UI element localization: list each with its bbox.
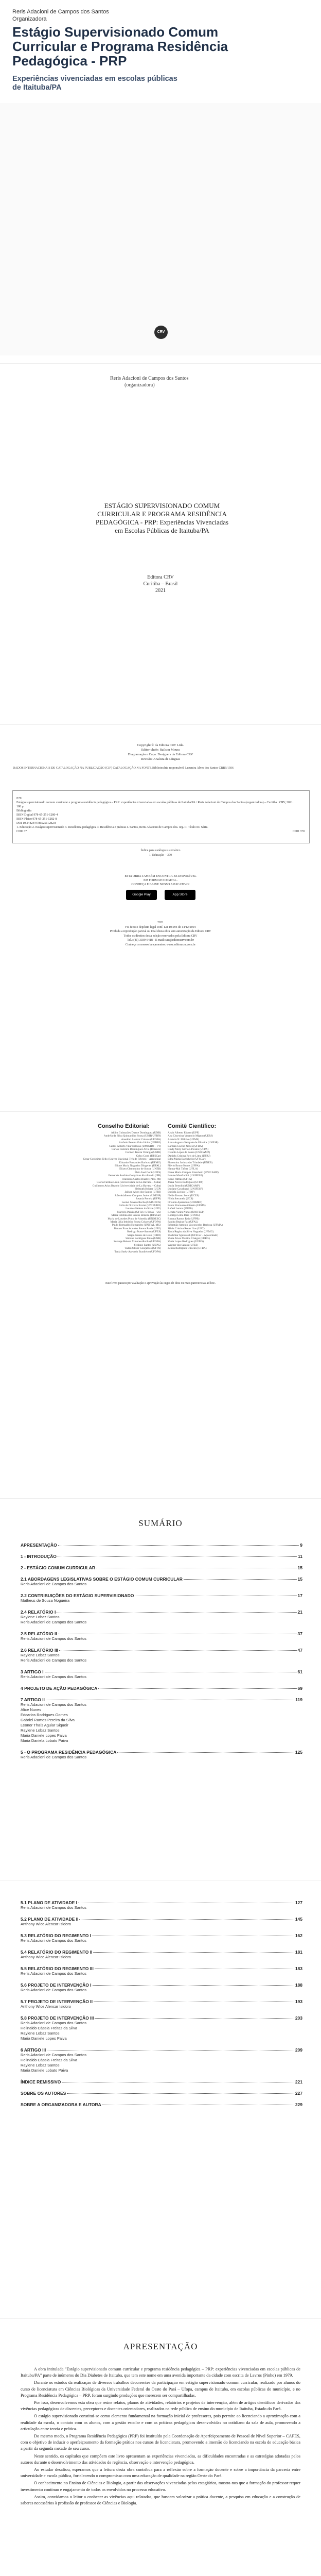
copyright-line: Copyright © da Editora CRV Ltda. — [137, 743, 184, 747]
toc-entry-page: 127 — [295, 1900, 302, 1905]
editorial-member: Aldira Guimarães Duarte Domínguez (UNB) — [111, 1131, 161, 1134]
cataloging-doi: DOI 10.24824/978652511282.8 — [16, 822, 56, 825]
scientific-member: Flávio Bruno Nunes (UFPA) — [168, 1164, 200, 1168]
copyright-line: Diagramação e Capa: Designers da Editora CRV — [128, 753, 193, 756]
cataloging-bib: Bibliografia — [16, 809, 31, 812]
scientific-member: Cláudia Lopes de Souza (UNICAMP) — [168, 1151, 210, 1155]
copyright-line: Editor-chefe: Railson Moura — [141, 748, 180, 752]
copyright-page — [0, 724, 321, 1111]
editorial-member: Renato Francisco dos Santos Paula (UFG) — [114, 1227, 161, 1230]
app-store-badge[interactable]: App Store — [165, 890, 195, 900]
toc-entry-author: Anthony Wice Alencar Isidoro — [21, 1955, 71, 1959]
toc-entry-row — [21, 1917, 302, 1922]
toc-entry-row — [21, 1950, 302, 1955]
toc-entry-title: 2.4 RELATÓRIO I — [21, 1609, 56, 1615]
copyright-head — [0, 743, 321, 761]
toc-entry[interactable] — [21, 2015, 302, 2041]
toc-entry-author: Helinaldo Cássia Freitas da Silva — [21, 2058, 78, 2062]
catalog-index-title: Índice para catálogo sistemático — [140, 849, 181, 852]
toc-leader-dots — [57, 1612, 296, 1613]
google-play-badge[interactable]: Google Play — [126, 890, 157, 900]
toc-entry-page: 229 — [295, 2102, 302, 2107]
toc-entry-title: 2.1 ABORDAGENS LEGISLATIVAS SOBRE O ESTÁGIO COMUM CURRICULAR — [21, 1577, 183, 1582]
rights-year: 2021 — [157, 921, 164, 924]
toc-entry[interactable] — [21, 1669, 302, 1680]
scientific-member: Anna Augusta Sampaio de Oliveira (UNESP) — [168, 1141, 219, 1145]
presentation-paragraph: Durante os estudos da realização de diversos trabalhos decorrentes da participação em estágio supervisionado comum curricular, realizado por alunos do curso de licenciatura em Ciências Biológicas da Universidade Federal do Oeste do Pará – Ufopa, campus de Itaituba, em escolas públicas do município, e no Programa Residência Pedagógica – PRP, foram surgindo produções que merecem ser compartilhadas. — [21, 2380, 300, 2398]
toc-entry-title: 5.4 RELATÓRIO DO REGIMENTO II — [21, 1950, 93, 1955]
editorial-member: Rodrigo Pratte-Santos (UFES) — [127, 1230, 161, 1234]
scientific-committee-list — [168, 1131, 296, 1250]
scientific-member: Daniela Cristina Reis de Lima (UFRJ) — [168, 1154, 210, 1158]
scientific-member: Ivanise Monfredini (UNIFESP) — [168, 1174, 203, 1178]
cover-background — [0, 103, 321, 355]
availability-line: CONHEÇA E BAIXE NOSSO APLICATIVO! — [131, 883, 190, 886]
toc-entry-author: Reris Adacioni de Campos dos Santos — [21, 1755, 86, 1759]
editorial-member: Marcelo Paixão (UFRJ e UTexas – US) — [117, 1210, 161, 1214]
toc-entry-page: 11 — [298, 1554, 302, 1559]
toc-entry-row — [21, 1750, 302, 1755]
presentation-paragraph: Do mesmo modo, o Programa Residência Pedagógica (PRP) foi instituído pela Coordenação de Aperfeiçoamento de Pessoal de Nível Superior – CAPES, com o objetivo de induzir o aperfeiçoamento da formação prática nos cursos de licenciatura, promovendo a imersão do licenciando na escola de educação básica a partir da segunda metade de seu curso. — [21, 2434, 300, 2451]
editorial-member: Elione Maria Nogueira Diogenes (UFAL) — [114, 1164, 161, 1168]
toc-entry-row — [21, 2015, 302, 2021]
toc-entry-author: Raylene Lobaz Santos — [21, 2063, 60, 2067]
toc-leader-dots — [59, 1650, 296, 1651]
toc-entry-page: 69 — [297, 1686, 302, 1691]
scientific-member: Zenita Rodrigues Oliveira (UFBA) — [168, 1247, 207, 1250]
catalog-index — [0, 849, 321, 857]
scientific-member: Vania Lopes Rodrigues (UFMS) — [168, 1240, 204, 1244]
catalog-index-entry: 1. Educação – 370 — [149, 853, 172, 857]
toc-entry-title: 6 ARTIGO III — [21, 2047, 46, 2053]
summary-title: SUMÁRIO — [138, 1518, 183, 1528]
toc-entry-row — [21, 1982, 302, 1988]
toc-entry-row — [21, 2091, 302, 2096]
cover-author-role: Organizadora — [12, 16, 47, 22]
toc-entry-title: 2.6 RELATÓRIO III — [21, 1648, 59, 1653]
toc-leader-dots — [58, 1556, 297, 1557]
rights-line: Todos os direitos desta edição reservados pela Editora CRV — [123, 934, 198, 938]
toc-leader-dots — [98, 1688, 296, 1689]
scientific-member: Ana Chrystina Venancio Mignot (UERJ) — [168, 1134, 213, 1138]
toc-entry-page: 227 — [295, 2091, 302, 2096]
editorial-member: Gloria Fariñas León (Universidade de La Havana – Cuba) — [96, 1181, 161, 1184]
editorial-member: Solange Helena Ximenes-Rocha (UFOPA) — [113, 1240, 161, 1244]
scientific-member: Luciane Cavalcanti (UNIFESP) — [168, 1187, 203, 1191]
toc-entry-title: 2 - ESTÁGIO COMUM CURRICULAR — [21, 1565, 95, 1570]
editorial-member: Maria Cristina dos Santos Bezerra (UFSCar) — [111, 1214, 161, 1217]
toc-entry-author: Reris Adacioni de Campos dos Santos — [21, 1620, 86, 1624]
editorial-member: Sérgio Nunes de Jesus (IFRO) — [127, 1233, 161, 1237]
toc-entry-row — [21, 1686, 302, 1691]
toc-entry-page: 17 — [297, 1593, 302, 1598]
editorial-member: Guillermo Arias Beatón (Universidade de La Havana – Cuba) — [92, 1184, 161, 1188]
toc-entry-author: Reris Adacioni de Campos dos Santos — [21, 1702, 86, 1707]
toc-entry[interactable] — [21, 2079, 302, 2084]
toc-entry-page: 61 — [297, 1669, 302, 1674]
toc-entry[interactable] — [21, 1543, 302, 1548]
toc-entry-author: Reris Adacioni de Campos dos Santos — [21, 1674, 86, 1679]
toc-entry-author: Maria Daniele Lopes Paiva — [21, 1733, 67, 1738]
toc-entry[interactable] — [21, 2047, 302, 2073]
rights-line: Foi feito o depósito legal conf. Lei 10.994 de 14/12/2004 — [125, 925, 196, 929]
presentation-paragraph: O estágio supervisionado constitui-se como elemento fundamental na formação inicial de professores, pois permite ao licenciando a aproximação com a realidade da escola, o contato com os alunos, com a gestão escolar e com as práticas pedagógicas desenvolvidas no cotidiano da sala de aula, promovendo a articulação entre teoria e prática. — [21, 2414, 300, 2431]
toc-entry-author: Reris Adacioni de Campos dos Santos — [21, 1938, 86, 1943]
scientific-member: Edna Maria Barrichello (UFSCar) — [168, 1158, 206, 1161]
presentation-section — [0, 2318, 321, 2576]
cover-authors — [12, 8, 109, 23]
toc-entry-row — [21, 1648, 302, 1653]
toc-entry[interactable] — [21, 1577, 302, 1587]
toc-leader-dots — [117, 1752, 294, 1753]
toc-entry-author: Maria Daniele Lopes Paiva — [21, 2036, 67, 2041]
toc-leader-dots — [67, 2093, 294, 2094]
scientific-member: Nilda Stecanela (UCS) — [168, 1197, 193, 1201]
toc-entry-row — [21, 2047, 302, 2053]
toc-leader-dots — [184, 1579, 297, 1580]
editorial-member: Sydione Santos (UEPG) — [134, 1243, 161, 1247]
toc-entry-title: 5.6 PROJETO DE INTERVENÇÃO I — [21, 1982, 92, 1988]
editorial-member: Tadeu Oliver Gonçalves (UFPA) — [124, 1247, 161, 1250]
cover-author-name: Reris Adacioni de Campos dos Santos — [12, 9, 109, 15]
toc-entry[interactable] — [21, 2091, 302, 2096]
toc-entry-row — [21, 1565, 302, 1570]
cataloging-pages: 108 p. — [16, 805, 24, 808]
editorial-member: Eduardo Fernandes Barbosa (UFMG) — [119, 1161, 161, 1164]
toc-list-continued — [21, 1900, 302, 2113]
toc-entry[interactable] — [21, 1631, 302, 1641]
editorial-member: Jailson Alves dos Santos (UFRJ) — [124, 1191, 161, 1194]
editorial-member: Francisco Carlos Duarte (PUC-PR) — [121, 1177, 161, 1181]
editorial-member: Celso Conti (UFSCar) — [136, 1154, 161, 1158]
toc-entry[interactable] — [21, 2102, 302, 2107]
scientific-member: Orlando Aparecido (UNIMEP) — [168, 1200, 202, 1204]
toc-entry-author: Anthony Wice Alencar Isidoro — [21, 1922, 71, 1926]
toc-entry-page: 209 — [295, 2047, 302, 2053]
toc-entry[interactable] — [21, 1982, 302, 1993]
editorial-member: Paulo Romualdo Hernandes (UNIFAL-MG) — [112, 1224, 161, 1227]
toc-entry-page: 47 — [297, 1648, 302, 1653]
cataloging-subjects: 1. Educação 2. Estágio supervisionado 3. Residência pedagógica 4. Residência e práticas I. Santos, Reris Adacioni de Campos dos. org. II. Título III. Série. — [16, 826, 208, 829]
editorial-member: Simone Rodrigues Pinto (UNB) — [125, 1237, 161, 1240]
editorial-member: Élsio José Corá (UFFS) — [134, 1171, 161, 1174]
scientific-member: Florentina Jacinta das Trindade (UNEB) — [168, 1161, 213, 1164]
editorial-member: Fernando Antônio Gonçalves Alcoforado (IPB) — [108, 1174, 161, 1178]
publisher-name: Editora CRV — [147, 574, 174, 580]
scientific-member: Hanna-Mal Tafner (UFLA) — [168, 1167, 198, 1171]
toc-entry-row — [21, 1966, 302, 1971]
toc-entry-author: Reris Adacioni de Campos dos Santos — [21, 1988, 86, 1992]
editorial-council-title: Conselho Editorial: — [98, 1123, 150, 1129]
toc-entry-title: 5.1 PLANO DE ATIVIDADE I — [21, 1900, 78, 1905]
title-page-publisher — [0, 574, 321, 594]
toc-entry-title: SOBRE A ORGANIZADORA E AUTORA — [21, 2102, 101, 2107]
toc-leader-dots — [93, 1952, 294, 1953]
editorial-member: Lídia de Oliveira Xavier (UNIEURO) — [118, 1204, 161, 1207]
editorial-member: Josania Portela (UFPI) — [135, 1197, 161, 1201]
toc-entry-title: 2.2 CONTRIBUIÇÕES DO ESTÁGIO SUPERVISIONADO — [21, 1593, 134, 1598]
toc-entry-page: 37 — [297, 1631, 302, 1636]
toc-entry-title: 3 ARTIGO I — [21, 1669, 44, 1674]
cataloging-isbn-fisico: ISBN Físico 978-65-251-1282-8 — [16, 818, 57, 821]
toc-entry[interactable] — [21, 1950, 302, 1960]
toc-entry-author: Maria Daniele Lobato Paiva — [21, 2068, 68, 2073]
editorial-member: Carmen Tereza Velanga (UNIR) — [125, 1151, 161, 1155]
rights-website: Conheça os nossos lançamentos: www.editoracrv.com.br — [125, 943, 196, 946]
availability-line: EM FORMATO DIGITAL. — [144, 879, 177, 882]
editorial-member: Elizeu Clementino de Souza (UNEB) — [119, 1167, 161, 1171]
toc-entry-row — [21, 1577, 302, 1582]
editorial-member: Antônio Pereira Gaio Júnior (UFRRJ) — [118, 1141, 161, 1145]
toc-entry-row — [21, 1554, 302, 1559]
toc-leader-dots — [93, 1985, 294, 1986]
scientific-committee-title: Comitê Científico: — [168, 1123, 217, 1129]
editorial-member: Helmuth Krüger (UCP) — [135, 1187, 161, 1191]
peer-review-note: Este livro passou por avaliação e aprovação às cegas de dois ou mais pareceristas ad hoc. — [105, 1282, 216, 1285]
toc-entry-row — [21, 1697, 302, 1702]
toc-entry-page: 162 — [295, 1933, 302, 1938]
toc-entry-title: 2.5 RELATÓRIO II — [21, 1631, 57, 1636]
publisher-city: Curitiba – Brasil — [143, 581, 178, 587]
scientific-member: Iliana Maria Campos Bianchetti (UNICAMP) — [168, 1171, 219, 1174]
toc-entry-author: Leonor Thaís Aguiar Siqueir — [21, 1723, 68, 1727]
toc-entry-author: Edcarlos Rodrigues Gomes — [21, 1713, 68, 1717]
title-page-authors — [110, 375, 189, 388]
toc-entry-page: 145 — [295, 1917, 302, 1922]
table-of-contents-continued — [0, 1880, 321, 2318]
scientific-member: Sebastião Antonio Vasconcelos Barbosa (UFMA) — [168, 1224, 223, 1227]
toc-entry-row — [21, 1669, 302, 1674]
toc-entry-page: 203 — [295, 2015, 302, 2021]
toc-entry-author: Gabriel Ramos Pereira da Silva — [21, 1718, 75, 1722]
toc-entry-author: Anthony Wice Alencar Isidoro — [21, 2004, 71, 2009]
toc-entry-page: 188 — [295, 1982, 302, 1988]
toc-entry-title: ÍNDICE REMISSIVO — [21, 2079, 61, 2084]
toc-entry-author: Reris Adacioni de Campos dos Santos — [21, 1582, 86, 1586]
title-page — [0, 363, 321, 724]
publisher-year: 2021 — [155, 588, 166, 594]
scientific-member: Paulo Fioravante Giareta (UFMS) — [168, 1204, 206, 1207]
toc-list — [21, 1543, 302, 1766]
toc-entry-row — [21, 1999, 302, 2004]
toc-entry-author: Raylene Lobaz Santos — [21, 1615, 60, 1619]
presentation-paragraph: Ao estudar desafiou, esperamos que a leitura desta obra contribua para a reflexão sobre a formação docente e sobre a importância da parceria entre universidade e escola pública, fortalecendo o compromisso com uma educação de qualidade na região Oeste do Pará. — [21, 2467, 300, 2479]
cataloging-cdu: CDU 37 — [16, 830, 27, 833]
publisher-logo-icon: CRV — [154, 326, 168, 339]
toc-entry-title: 5.2 PLANO DE ATIVIDADE II — [21, 1917, 79, 1922]
book-cover — [0, 0, 321, 363]
toc-entry-page: 193 — [295, 1999, 302, 2004]
toc-entry[interactable] — [21, 1900, 302, 1910]
scientific-member: Ivone Pattrão (UFPA) — [168, 1177, 192, 1181]
toc-entry[interactable] — [21, 1565, 302, 1570]
editorial-member: Lourdes Helena da Silva (UFV) — [126, 1207, 161, 1211]
toc-entry-title: APRESENTAÇÃO — [21, 1543, 57, 1548]
toc-entry[interactable] — [21, 1593, 302, 1603]
toc-entry-row — [21, 1631, 302, 1636]
toc-entry-page: 9 — [300, 1543, 302, 1548]
toc-entry-page: 15 — [297, 1577, 302, 1582]
toc-entry-title: 5.7 PROJETO DE INTERVENÇÃO II — [21, 1999, 93, 2004]
cover-title: Estágio Supervisionado Comum Curricular e Programa Residência Pedagógica - PRP — [12, 24, 228, 69]
scientific-member: Altair Alberto Fávero (UPF) — [168, 1131, 200, 1134]
toc-entry-title: 5.5 RELATÓRIO DO REGIMENTO III — [21, 1966, 94, 1971]
toc-entry-row — [21, 1933, 302, 1938]
presentation-paragraph: Assim, convidamos o leitor a conhecer as vivências aqui relatadas, que buscam valorizar a prática docente, a pesquisa em educação e a construção de saberes necessários à profissão de professor de Ciências e Biologia. — [21, 2494, 300, 2506]
digital-availability — [0, 874, 321, 887]
toc-entry[interactable] — [21, 1917, 302, 1927]
scientific-member: Silvia Cristina Rosas Lins (UFC) — [168, 1227, 205, 1230]
toc-entry-author: Reris Adacioni de Campos dos Santos — [21, 2053, 86, 2057]
toc-entry-row — [21, 2079, 302, 2084]
toc-entry[interactable] — [21, 1933, 302, 1943]
cataloging-entry: Estágio supervisionado comum curricular e programa residência pedagógica – PRP: experiências vivenciadas em escolas públicas de Itaituba/PA / Reris Adacioni de Campos dos Santos (organizadora) – Curitiba : CRV, 2021. — [16, 801, 294, 804]
presentation-text — [21, 2366, 300, 2507]
toc-entry-row — [21, 2102, 302, 2107]
toc-entry-page: 221 — [295, 2079, 302, 2084]
toc-entry[interactable] — [21, 1686, 302, 1691]
toc-entry[interactable] — [21, 1697, 302, 1743]
presentation-paragraph: Por isso, desenvolvemos esta obra que reúne relatos, planos de atividades, relatórios e projetos de intervenção, além de artigos científicos derivados das vivências pedagógicas de discentes, preceptores e docentes orientadores, realizados na rede pública de ensino do município de Itaituba, Estado do Pará. — [21, 2400, 300, 2412]
toc-entry-row — [21, 1593, 302, 1598]
toc-entry-page: 119 — [295, 1697, 302, 1702]
cataloging-caption: DADOS INTERNACIONAIS DE CATALOGAÇÃO NA PUBLICAÇÃO (CIP) CATALOGAÇÃO NA FONTE Bibliotecária responsável: Luzenira Alves dos Santos CRB9/1506 — [13, 767, 234, 770]
toc-entry-title: 5 - O PROGRAMA RESIDÊNCIA PEDAGÓGICA — [21, 1750, 117, 1755]
editorial-member: Tania Suely Azevedo Brasileiro (UFOPA) — [114, 1250, 161, 1253]
editorial-member: Andréia da Silva Quintanilha Sousa (UNIR/UFRN) — [103, 1134, 161, 1138]
editorial-member: Anselmo Alencar Colares (UFOPA) — [121, 1138, 161, 1141]
presentation-paragraph: A obra intitulada "Estágio supervisionado comum curricular e programa residência pedagógica – PRP: experiências vivenciadas em escolas públicas de Itaituba/PA" parte de inúmeros do Dia Diabetes de Itaituba, que tem este nome em uma avenida importante da cidade com escrita de Lavros (Pinho) em 1979. — [21, 2367, 300, 2378]
toc-entry-title: 7 ARTIGO II — [21, 1697, 45, 1702]
toc-entry[interactable] — [21, 1966, 302, 1976]
rights-block — [0, 921, 321, 947]
toc-leader-dots — [95, 2018, 294, 2019]
toc-entry-author: Reris Adacioni de Campos dos Santos — [21, 1658, 86, 1663]
toc-entry-page: 15 — [297, 1565, 302, 1570]
toc-entry-page: 21 — [297, 1609, 302, 1615]
scientific-member: Andréia N. Militão (UEMS) — [168, 1138, 200, 1141]
scientific-member: Tania Regina da Silva Nogueira (UFMG) — [168, 1230, 214, 1234]
toc-entry-title: 4 PROJETO DE AÇÃO PEDAGÓGICA — [21, 1686, 98, 1691]
toc-entry[interactable] — [21, 1999, 302, 2009]
editorial-member: Maria de Lourdes Pinto de Almeida (UNOESC) — [108, 1217, 161, 1221]
availability-line: ESTA OBRA TAMBÉM ENCONTRA-SE DISPONÍVEL — [124, 875, 197, 878]
scientific-member: Sandra Regina Paz (UFAL) — [168, 1220, 199, 1224]
cataloging-code: E79 — [16, 797, 22, 800]
cataloging-cdd: CDD 370 — [292, 830, 305, 833]
rights-contact: Tel.: (41) 3039-6418 - E-mail: sac@editoracrv.com.br — [127, 939, 194, 942]
copyright-line: Revisão: Analista de Línguas — [140, 757, 180, 761]
toc-entry[interactable] — [21, 1750, 302, 1760]
toc-entry[interactable] — [21, 1609, 302, 1625]
cover-subtitle: Experiências vivenciadas em escolas públicas de Itaituba/PA — [12, 75, 177, 92]
scientific-member: Lucíola Licínio (UFOP) — [168, 1191, 195, 1194]
toc-entry-title: 1 - INTRODUÇÃO — [21, 1554, 57, 1559]
scientific-member: Lucia Bertolini (UNICAMP) — [168, 1184, 200, 1188]
scientific-member: Neide Bonato Sorel (UCES) — [168, 1194, 200, 1197]
title-page-title: ESTÁGIO SUPERVISIONADO COMUM CURRICULAR E PROGRAMA RESIDÊNCIA PEDAGÓGICA - PRP: Experiências Vivenciadas em Escolas Públicas de Itaituba/PA — [95, 502, 229, 534]
scientific-member: Rodrigo Lima Dias (UFMG) — [168, 1214, 200, 1217]
cataloging-body — [12, 794, 309, 836]
scientific-member: Barbara Coelho Neves (UFBA) — [168, 1144, 203, 1148]
toc-entry-author: Reris Adacioni de Campos dos Santos — [21, 1905, 86, 1910]
presentation-title: APRESENTAÇÃO — [123, 2342, 198, 2351]
scientific-member: Renata Vieira Nunes (UNIFESP) — [168, 1210, 205, 1214]
toc-entry-page: 181 — [295, 1950, 302, 1955]
toc-entry[interactable] — [21, 1554, 302, 1559]
editorial-member: Maria Lília Imbiriba Sousa Colares (UFOPA) — [110, 1220, 161, 1224]
cataloging-isbn-digital: ISBN Digital 978-65-251-1280-4 — [16, 814, 58, 817]
toc-entry-page: 125 — [295, 1750, 302, 1755]
rights-line: Proibida a reprodução parcial ou total desta obra sem autorização da Editora CRV — [110, 930, 211, 933]
presentation-paragraph: O conhecimento no Ensino de Ciências e Biologia, a partir das observações vivenciadas pelos estagiários, mostra-nos que a formação do professor requer investimento contínuo e engajamento de todos os envolvidos no processo educativo. — [21, 2481, 300, 2492]
editorial-council-list — [61, 1131, 161, 1253]
toc-entry-author: Raylene Lobaz Santos — [21, 1653, 60, 1657]
toc-entry-author: Maria Daniela Lobato Paiva — [21, 1738, 68, 1743]
scientific-member: Cindy Mery Gavioli-Prestes (UFPA) — [168, 1148, 209, 1151]
toc-entry-author: Reris Adacioni de Campos dos Santos — [21, 1971, 86, 1976]
toc-entry-author: Raylene Lobaz Santos — [21, 2031, 60, 2036]
presentation-paragraph: Neste sentido, os capítulos que compõem este livro apresentam as experiências vivenciadas, as dificuldades encontradas e as estratégias adotadas pelos autores durante o desenvolvimento das atividades de regência, observação e intervenção pedagógica. — [21, 2453, 300, 2465]
scientific-member: Vania Alves Martins Chaigar (FURG) — [168, 1237, 210, 1240]
toc-entry-row — [21, 1543, 302, 1548]
editorial-member: Leonel Severo Rocha (UNISINOS) — [121, 1200, 161, 1204]
toc-entry[interactable] — [21, 1648, 302, 1663]
toc-leader-dots — [58, 1545, 299, 1546]
toc-entry-author: Matheus de Souza Nogueira — [21, 1598, 70, 1603]
toc-leader-dots — [79, 1919, 294, 1920]
title-page-role: (organizadora) — [124, 382, 155, 388]
toc-entry-row — [21, 1609, 302, 1615]
scientific-member: Rafael Lemos (UFPB) — [168, 1207, 193, 1211]
toc-entry-author: Reris Adacioni de Campos dos Santos — [21, 1636, 86, 1641]
editorial-member: Carlos Federico Domínguez Avila (Unieuro) — [111, 1148, 161, 1151]
editorial-member: Carlos Alberto Vilar Estêvão (UMINHO – PT) — [109, 1144, 161, 1148]
toc-entry-title: 5.8 PROJETO DE INTERVENÇÃO III — [21, 2015, 94, 2021]
toc-entry-author: Reris Adacioni de Campos dos Santos — [21, 2021, 86, 2025]
editorial-member: Cesar Gerónimo Tello (Univer .Nacional Três de Febrero – Argentina) — [83, 1158, 161, 1161]
toc-entry-title: SOBRE OS AUTORES — [21, 2091, 66, 2096]
scientific-member: Rosana Ramos Reis (UFPB) — [168, 1217, 200, 1221]
table-of-contents — [0, 1498, 321, 1880]
scientific-member: Joana Neves Rodrigues (UFPA) — [168, 1181, 203, 1184]
toc-entry-author: Alice Nunes — [21, 1707, 42, 1712]
toc-entry-title: 5.3 RELATÓRIO DO REGIMENTO I — [21, 1933, 92, 1938]
council-page — [0, 1111, 321, 1498]
editorial-member: João Adalberto Campato Junior (UNESP) — [114, 1194, 161, 1197]
toc-entry-author: Helinaldo Cássia Freitas da Silva — [21, 2026, 78, 2030]
toc-entry-author: Raylene Lobaz Santos — [21, 1728, 60, 1733]
title-page-author: Reris Adacioni de Campos dos Santos — [110, 376, 189, 381]
scientific-member: Wagner dos Santos (UFES) — [168, 1243, 199, 1247]
toc-entry-row — [21, 1900, 302, 1905]
scientific-member: Valdemar Sguissardi (UFSCar – Aposentado) — [168, 1233, 218, 1237]
toc-entry-page: 183 — [295, 1966, 302, 1971]
